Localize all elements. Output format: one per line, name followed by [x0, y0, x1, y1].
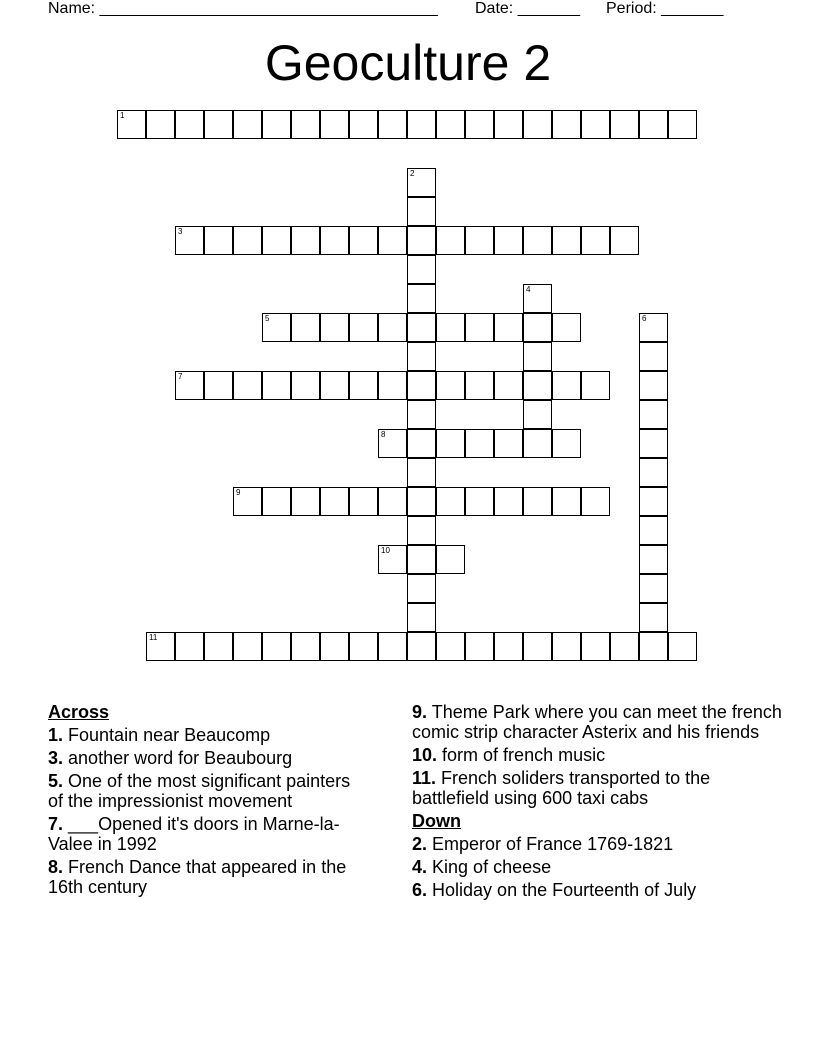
grid-cell[interactable]: [639, 429, 668, 458]
grid-cell[interactable]: [320, 632, 349, 661]
grid-cell[interactable]: [407, 255, 436, 284]
grid-cell[interactable]: [233, 110, 262, 139]
grid-cell[interactable]: [175, 632, 204, 661]
clue-number: 9: [236, 488, 241, 497]
grid-cell[interactable]: [610, 110, 639, 139]
grid-cell[interactable]: [378, 110, 407, 139]
period-field[interactable]: Period: _______: [606, 0, 724, 17]
grid-cell[interactable]: [465, 371, 494, 400]
grid-cell[interactable]: [523, 226, 552, 255]
grid-cell[interactable]: [262, 313, 291, 342]
date-field[interactable]: Date: _______: [475, 0, 580, 17]
clue-number: 11: [149, 633, 158, 642]
clue-number: 7: [178, 372, 183, 381]
clue-down-2: 2. Emperor of France 1769-1821: [412, 834, 674, 854]
clue-across-10: 10. form of french music: [412, 745, 606, 765]
clue-across-1: 1. Fountain near Beaucomp: [48, 725, 271, 745]
grid-cell[interactable]: [552, 371, 581, 400]
grid-cell[interactable]: [465, 429, 494, 458]
grid-cell[interactable]: [581, 632, 610, 661]
name-field[interactable]: Name: ______________________________________: [48, 0, 438, 17]
grid-cell[interactable]: [436, 632, 465, 661]
grid-cell[interactable]: [494, 226, 523, 255]
clue-across-8: 8. French Dance that appeared in the 16th century: [48, 857, 347, 897]
grid-cell[interactable]: [349, 226, 378, 255]
grid-cell[interactable]: [233, 487, 262, 516]
grid-cell[interactable]: [291, 371, 320, 400]
grid-cell[interactable]: [494, 313, 523, 342]
grid-cell[interactable]: [378, 313, 407, 342]
grid-cell[interactable]: [668, 632, 697, 661]
grid-cell[interactable]: [581, 371, 610, 400]
grid-cell[interactable]: [378, 632, 407, 661]
grid-cell[interactable]: [349, 371, 378, 400]
grid-cell[interactable]: [639, 487, 668, 516]
grid-cell[interactable]: [639, 458, 668, 487]
grid-cell[interactable]: [639, 603, 668, 632]
grid-cell[interactable]: [436, 110, 465, 139]
grid-cell[interactable]: [552, 632, 581, 661]
clue-across-3: 3. another word for Beaubourg: [48, 748, 293, 768]
grid-cell[interactable]: [233, 226, 262, 255]
across-clues: [48, 702, 368, 900]
grid-cell[interactable]: [407, 371, 436, 400]
grid-cell[interactable]: [320, 313, 349, 342]
grid-cell[interactable]: [436, 545, 465, 574]
grid-cell[interactable]: [407, 313, 436, 342]
grid-cell[interactable]: [407, 632, 436, 661]
clue-number: 3: [178, 227, 183, 236]
grid-cell[interactable]: [523, 313, 552, 342]
grid-cell[interactable]: [639, 313, 668, 342]
grid-cell[interactable]: [233, 632, 262, 661]
grid-cell[interactable]: [581, 110, 610, 139]
grid-cell[interactable]: [523, 429, 552, 458]
grid-cell[interactable]: [320, 371, 349, 400]
grid-cell[interactable]: [610, 226, 639, 255]
grid-cell[interactable]: [233, 371, 262, 400]
grid-cell[interactable]: [639, 400, 668, 429]
grid-cell[interactable]: [349, 110, 378, 139]
grid-cell[interactable]: [262, 226, 291, 255]
grid-cell[interactable]: [639, 371, 668, 400]
grid-cell[interactable]: [407, 458, 436, 487]
grid-cell[interactable]: [552, 313, 581, 342]
grid-cell[interactable]: [378, 545, 407, 574]
grid-cell[interactable]: [523, 400, 552, 429]
grid-cell[interactable]: [407, 400, 436, 429]
grid-cell[interactable]: [436, 429, 465, 458]
clue-number: 8: [381, 430, 386, 439]
grid-cell[interactable]: [378, 487, 407, 516]
grid-cell[interactable]: [494, 371, 523, 400]
clue-down-4: 4. King of cheese: [412, 857, 552, 877]
grid-cell[interactable]: [465, 110, 494, 139]
grid-cell[interactable]: [523, 284, 552, 313]
grid-cell[interactable]: [639, 632, 668, 661]
grid-cell[interactable]: [320, 487, 349, 516]
grid-cell[interactable]: [407, 226, 436, 255]
grid-cell[interactable]: [552, 110, 581, 139]
clue-number: 4: [526, 285, 531, 294]
grid-cell[interactable]: [378, 226, 407, 255]
grid-cell[interactable]: [291, 226, 320, 255]
across-heading: Across: [48, 702, 110, 722]
grid-cell[interactable]: [407, 516, 436, 545]
grid-cell[interactable]: [204, 110, 233, 139]
clue-number: 1: [120, 111, 125, 120]
grid-cell[interactable]: [262, 371, 291, 400]
grid-cell[interactable]: [436, 487, 465, 516]
grid-cell[interactable]: [523, 487, 552, 516]
grid-cell[interactable]: [407, 603, 436, 632]
clue-across-9: 9. Theme Park where you can meet the french comic strip character Asterix and his friends: [412, 702, 782, 742]
grid-cell[interactable]: [262, 487, 291, 516]
grid-cell[interactable]: [639, 574, 668, 603]
grid-cell[interactable]: [349, 487, 378, 516]
grid-cell[interactable]: [465, 313, 494, 342]
grid-cell[interactable]: [407, 574, 436, 603]
grid-cell[interactable]: [523, 342, 552, 371]
grid-cell[interactable]: [552, 487, 581, 516]
grid-cell[interactable]: [407, 197, 436, 226]
grid-cell[interactable]: [407, 284, 436, 313]
grid-cell[interactable]: [407, 110, 436, 139]
grid-cell[interactable]: [291, 313, 320, 342]
grid-cell[interactable]: [639, 342, 668, 371]
grid-cell[interactable]: [175, 226, 204, 255]
grid-cell[interactable]: [117, 110, 146, 139]
grid-cell[interactable]: [291, 632, 320, 661]
grid-cell[interactable]: [465, 632, 494, 661]
grid-cell[interactable]: [494, 429, 523, 458]
grid-cell[interactable]: [494, 110, 523, 139]
grid-cell[interactable]: [407, 342, 436, 371]
grid-cell[interactable]: [349, 313, 378, 342]
grid-cell[interactable]: [204, 226, 233, 255]
grid-cell[interactable]: [378, 371, 407, 400]
grid-cell[interactable]: [262, 632, 291, 661]
grid-cell[interactable]: [668, 110, 697, 139]
grid-cell[interactable]: [465, 226, 494, 255]
grid-cell[interactable]: [494, 632, 523, 661]
grid-cell[interactable]: [407, 429, 436, 458]
grid-cell[interactable]: [523, 371, 552, 400]
grid-cell[interactable]: [407, 487, 436, 516]
clue-number: 5: [265, 314, 270, 323]
grid-cell[interactable]: [407, 168, 436, 197]
grid-cell[interactable]: [639, 110, 668, 139]
grid-cell[interactable]: [581, 487, 610, 516]
grid-cell[interactable]: [349, 632, 378, 661]
right-clue-column: [412, 702, 782, 903]
grid-cell[interactable]: [378, 429, 407, 458]
grid-cell[interactable]: [262, 110, 291, 139]
grid-cell[interactable]: [523, 632, 552, 661]
grid-cell[interactable]: [436, 313, 465, 342]
grid-cell[interactable]: [436, 226, 465, 255]
grid-cell[interactable]: [436, 371, 465, 400]
grid-cell[interactable]: [552, 429, 581, 458]
grid-cell[interactable]: [523, 110, 552, 139]
grid-cell[interactable]: [639, 545, 668, 574]
clue-across-7: 7. ___Opened it's doors in Marne-la-Valee in 1992: [48, 814, 340, 854]
grid-cell[interactable]: [639, 516, 668, 545]
grid-cell[interactable]: [494, 487, 523, 516]
grid-cell[interactable]: [291, 110, 320, 139]
page-title: Geoculture 2: [264, 35, 552, 91]
clue-number: 2: [410, 169, 415, 178]
clue-down-6: 6. Holiday on the Fourteenth of July: [412, 880, 697, 900]
grid-cell[interactable]: [465, 487, 494, 516]
grid-cell[interactable]: [320, 226, 349, 255]
grid-cell[interactable]: [175, 110, 204, 139]
clue-number: 6: [642, 314, 647, 323]
down-heading: Down: [412, 811, 461, 831]
clue-across-11: 11. French soliders transported to the battlefield using 600 taxi cabs: [412, 768, 711, 808]
grid-cell[interactable]: [146, 110, 175, 139]
grid-cell[interactable]: [320, 110, 349, 139]
grid-cell[interactable]: [581, 226, 610, 255]
clue-across-5: 5. One of the most significant painters of the impressionist movement: [48, 771, 351, 811]
grid-cell[interactable]: [552, 226, 581, 255]
grid-cell[interactable]: [610, 632, 639, 661]
grid-cell[interactable]: [175, 371, 204, 400]
grid-cell[interactable]: [407, 545, 436, 574]
grid-cell[interactable]: [204, 371, 233, 400]
clue-number: 10: [381, 546, 390, 555]
grid-cell[interactable]: [204, 632, 233, 661]
grid-cell[interactable]: [291, 487, 320, 516]
grid-cell[interactable]: [146, 632, 175, 661]
